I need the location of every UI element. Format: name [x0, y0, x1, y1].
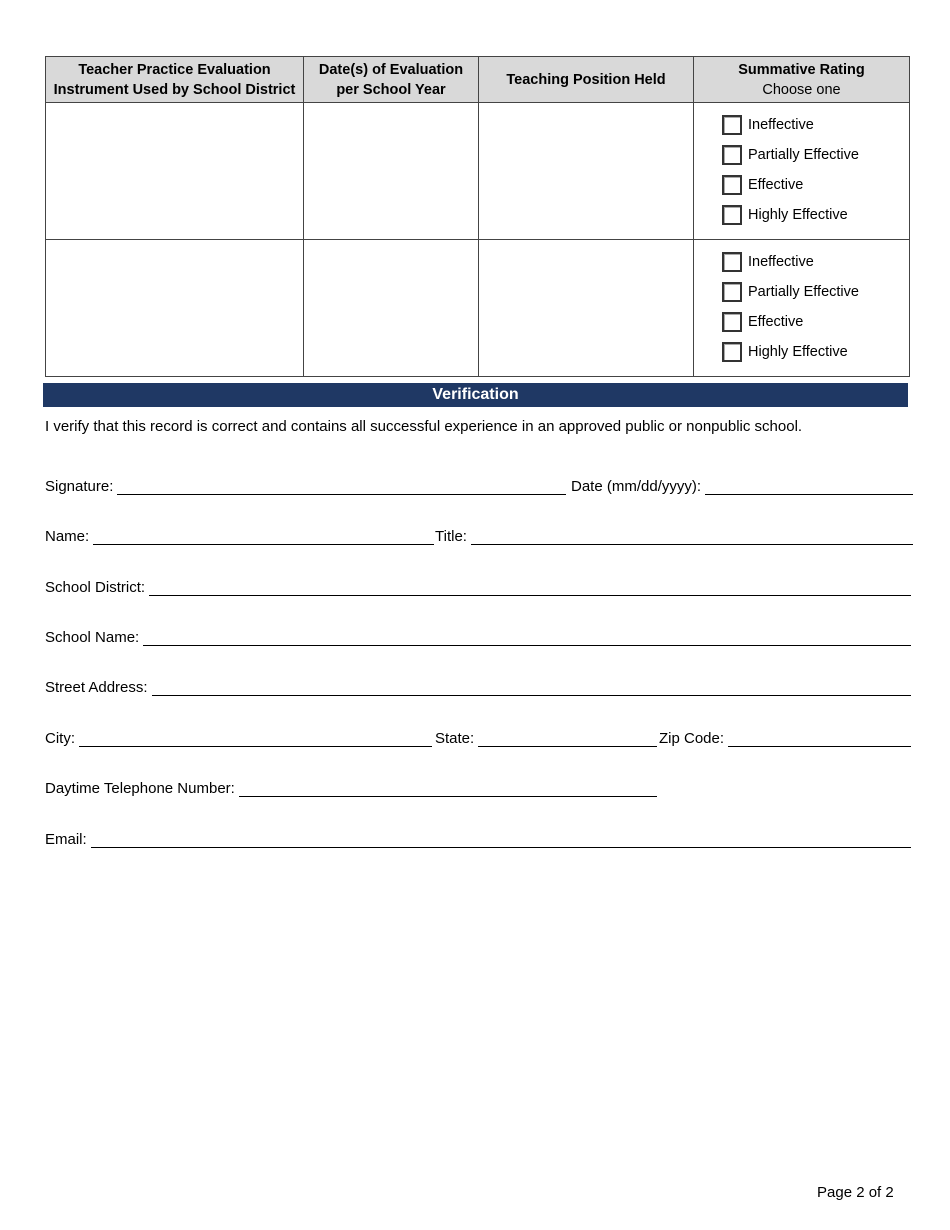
zip-label: Zip Code:	[659, 730, 725, 747]
header-instrument: Teacher Practice Evaluation Instrument Used by School District	[46, 57, 304, 103]
verification-heading: Verification	[43, 383, 908, 407]
state-label: State:	[435, 730, 475, 747]
position-input[interactable]	[479, 103, 693, 239]
checkbox-effective[interactable]	[722, 175, 742, 195]
date-input[interactable]	[705, 478, 913, 495]
checkbox-partially-effective[interactable]	[722, 145, 742, 165]
instrument-input[interactable]	[46, 103, 303, 239]
rating-option-partially-effective[interactable]: Partially Effective	[694, 140, 909, 170]
dates-input[interactable]	[304, 240, 478, 376]
checkbox-highly-effective[interactable]	[722, 205, 742, 225]
date-label: Date (mm/dd/yyyy):	[571, 478, 702, 495]
position-cell[interactable]	[479, 240, 694, 377]
school-name-label: School Name:	[45, 629, 140, 646]
dates-cell[interactable]	[304, 103, 479, 240]
signature-field[interactable]	[45, 478, 566, 495]
name-input[interactable]	[93, 528, 434, 545]
city-input[interactable]	[79, 730, 432, 747]
title-input[interactable]	[471, 528, 913, 545]
street-address-input[interactable]	[152, 679, 911, 696]
rating-option-effective[interactable]: Effective	[694, 307, 909, 337]
rating-cell	[694, 240, 910, 377]
zip-field[interactable]	[659, 730, 911, 747]
rating-option-ineffective[interactable]: Ineffective	[694, 247, 909, 277]
header-rating: Summative Rating Choose one	[694, 57, 910, 103]
checkbox-ineffective[interactable]	[722, 115, 742, 135]
title-label: Title:	[435, 528, 467, 545]
signature-label: Signature:	[45, 478, 114, 495]
checkbox-partially-effective[interactable]	[722, 282, 742, 302]
zip-input[interactable]	[728, 730, 911, 747]
verification-statement: I verify that this record is correct and contains all successful experience in an approved public or nonpublic school.	[45, 418, 803, 435]
dates-input[interactable]	[304, 103, 478, 239]
page-number: Page 2 of 2	[817, 1184, 894, 1201]
school-name-input[interactable]	[143, 629, 911, 646]
title-field[interactable]	[435, 528, 913, 545]
rating-option-ineffective[interactable]: Ineffective	[694, 110, 909, 140]
instrument-input[interactable]	[46, 240, 303, 376]
checkbox-highly-effective[interactable]	[722, 342, 742, 362]
position-input[interactable]	[479, 240, 693, 376]
rating-cell	[694, 103, 910, 240]
table-row	[46, 103, 910, 240]
name-label: Name:	[45, 528, 90, 545]
header-position: Teaching Position Held	[479, 57, 694, 103]
phone-field[interactable]	[45, 780, 657, 797]
date-field[interactable]	[571, 478, 913, 495]
city-field[interactable]	[45, 730, 432, 747]
rating-option-highly-effective[interactable]: Highly Effective	[694, 200, 909, 230]
email-input[interactable]	[91, 831, 911, 848]
evaluation-table	[45, 56, 910, 377]
table-header-row	[46, 57, 910, 103]
school-district-field[interactable]	[45, 579, 911, 596]
instrument-cell[interactable]	[46, 240, 304, 377]
email-field[interactable]	[45, 831, 911, 848]
state-input[interactable]	[478, 730, 657, 747]
state-field[interactable]	[435, 730, 657, 747]
checkbox-effective[interactable]	[722, 312, 742, 332]
rating-option-partially-effective[interactable]: Partially Effective	[694, 277, 909, 307]
signature-input[interactable]	[117, 478, 566, 495]
header-dates: Date(s) of Evaluation per School Year	[304, 57, 479, 103]
school-name-field[interactable]	[45, 629, 911, 646]
school-district-label: School District:	[45, 579, 146, 596]
street-address-label: Street Address:	[45, 679, 148, 696]
table-row	[46, 240, 910, 377]
rating-option-highly-effective[interactable]: Highly Effective	[694, 337, 909, 367]
checkbox-ineffective[interactable]	[722, 252, 742, 272]
position-cell[interactable]	[479, 103, 694, 240]
city-label: City:	[45, 730, 75, 747]
dates-cell[interactable]	[304, 240, 479, 377]
email-label: Email:	[45, 831, 87, 848]
phone-label: Daytime Telephone Number:	[45, 780, 235, 797]
street-address-field[interactable]	[45, 679, 911, 696]
rating-option-effective[interactable]: Effective	[694, 170, 909, 200]
school-district-input[interactable]	[149, 579, 911, 596]
name-field[interactable]	[45, 528, 434, 545]
phone-input[interactable]	[239, 780, 657, 797]
instrument-cell[interactable]	[46, 103, 304, 240]
